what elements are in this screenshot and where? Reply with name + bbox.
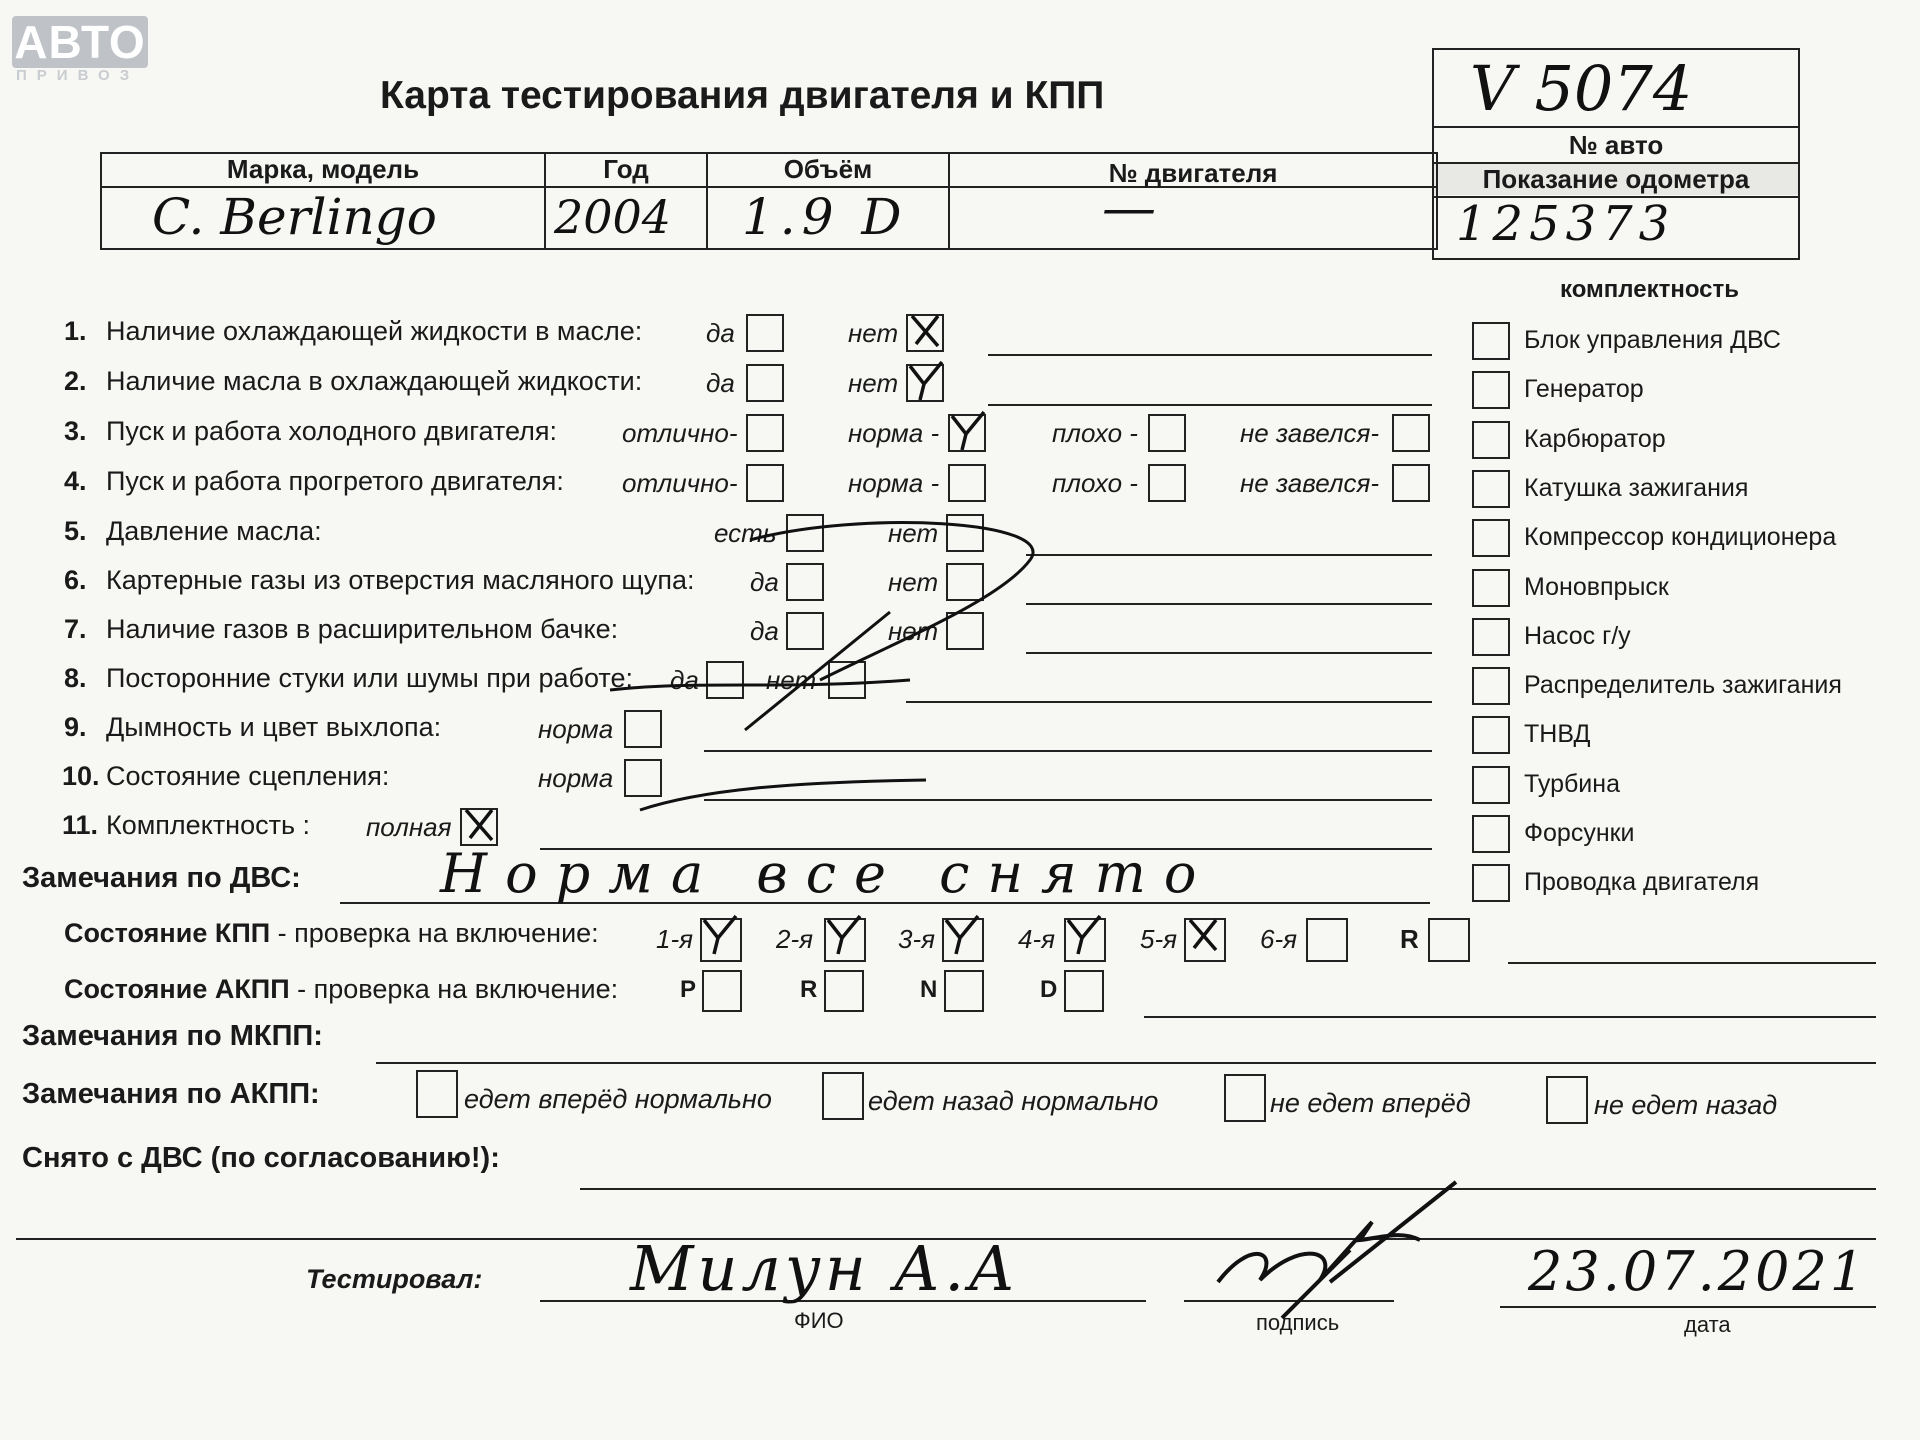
option-checkbox[interactable] — [746, 314, 784, 352]
gear-checkbox[interactable] — [824, 918, 866, 962]
gear-checkbox[interactable] — [1184, 918, 1226, 962]
akpp-position-checkbox[interactable] — [944, 970, 984, 1012]
akpp-remark-checkbox[interactable] — [1546, 1076, 1588, 1124]
completeness-checkbox[interactable] — [1472, 421, 1510, 459]
gear-label: 2-я — [776, 924, 814, 954]
question-text: Наличие газов в расширительном бачке: — [106, 614, 619, 644]
question-number: 11. — [62, 810, 99, 840]
option-label: норма — [538, 763, 614, 793]
akpp-label-rest: - проверка на включение: — [289, 974, 619, 1004]
check-mark-icon — [906, 310, 944, 348]
option-label: нет — [888, 567, 939, 597]
option-label: да — [750, 616, 779, 646]
completeness-title: комплектность — [1560, 276, 1740, 303]
akpp-remark-label: едет назад нормально — [868, 1086, 1159, 1116]
answer-line — [704, 750, 1432, 752]
akpp-remark-label: не едет вперёд — [1270, 1088, 1471, 1118]
gear-label: 4-я — [1018, 924, 1056, 954]
kpp-line — [1508, 962, 1876, 964]
tester-date-value[interactable]: 23.07.2021 — [1528, 1240, 1868, 1303]
option-checkbox[interactable] — [1392, 464, 1430, 502]
option-checkbox[interactable] — [746, 364, 784, 402]
completeness-checkbox[interactable] — [1472, 569, 1510, 607]
option-label: плохо - — [1052, 418, 1138, 448]
option-checkbox[interactable] — [948, 414, 986, 452]
akpp-position-checkbox[interactable] — [702, 970, 742, 1012]
car-number-label: № авто — [1568, 130, 1664, 160]
option-label: нет — [766, 665, 817, 695]
completeness-item-label: Карбюратор — [1524, 424, 1666, 453]
engine-remarks-label: Замечания по ДВС: — [22, 862, 301, 894]
completeness-item-label: Проводка двигателя — [1524, 868, 1760, 897]
question-text: Давление масла: — [106, 516, 322, 546]
car-number-value: V 5074 — [1470, 52, 1693, 125]
kpp-label — [64, 918, 599, 949]
gear-label: 1-я — [656, 924, 694, 954]
option-checkbox[interactable] — [706, 661, 744, 699]
check-mark-icon — [460, 804, 498, 842]
gear-label: 5-я — [1140, 924, 1178, 954]
question-number: 10. — [62, 761, 100, 791]
question-text: Картерные газы из отверстия масляного щупа: — [106, 565, 695, 595]
akpp-remark-checkbox[interactable] — [822, 1072, 864, 1120]
option-checkbox[interactable] — [946, 612, 984, 650]
akpp-label-bold: Состояние АКПП — [64, 974, 290, 1004]
option-checkbox[interactable] — [624, 759, 662, 797]
question-number: 3. — [64, 416, 87, 446]
answer-line — [988, 354, 1432, 356]
option-label: норма — [538, 714, 614, 744]
engine-number-value[interactable]: — — [1102, 176, 1156, 239]
option-checkbox[interactable] — [1392, 414, 1430, 452]
mkpp-remarks-label: Замечания по МКПП: — [22, 1020, 323, 1052]
option-label: не завелся- — [1240, 468, 1380, 498]
option-checkbox[interactable] — [746, 414, 784, 452]
akpp-remark-checkbox[interactable] — [416, 1070, 458, 1118]
vehicle-info-table — [100, 152, 1438, 250]
akpp-label — [64, 974, 618, 1005]
question-text: Комплектность : — [106, 810, 311, 840]
volume-header: Объём — [783, 154, 873, 184]
akpp-remark-checkbox[interactable] — [1224, 1074, 1266, 1122]
check-mark-icon — [906, 360, 944, 398]
year-header: Год — [603, 154, 649, 184]
completeness-item-label: Генератор — [1524, 375, 1644, 404]
option-checkbox[interactable] — [786, 612, 824, 650]
option-checkbox[interactable] — [786, 514, 824, 552]
answer-line — [1026, 652, 1432, 654]
check-mark-icon — [948, 410, 986, 448]
car-number-divider — [1434, 126, 1798, 128]
tester-date-caption: дата — [1684, 1312, 1731, 1337]
question-text: Пуск и работа холодного двигателя: — [106, 416, 557, 446]
question-number: 1. — [64, 316, 87, 346]
option-label: отлично- — [622, 418, 738, 448]
option-checkbox[interactable] — [1148, 414, 1186, 452]
tester-label: Тестировал: — [306, 1264, 483, 1294]
option-checkbox[interactable] — [946, 514, 984, 552]
option-label: норма - — [848, 418, 940, 448]
logo-subtitle: ПРИВОЗ — [16, 67, 140, 84]
completeness-checkbox[interactable] — [1472, 371, 1510, 409]
completeness-item-label: ТНВД — [1524, 720, 1591, 749]
answer-line — [906, 701, 1432, 703]
tester-name-caption: ФИО — [794, 1308, 844, 1333]
completeness-checkbox[interactable] — [1472, 815, 1510, 853]
completeness-item-label: Турбина — [1524, 769, 1620, 798]
option-checkbox[interactable] — [906, 364, 944, 402]
akpp-position-label: N — [920, 976, 938, 1003]
check-mark-icon — [824, 914, 862, 952]
engine-number-header: № двигателя — [1108, 158, 1278, 188]
completeness-checkbox[interactable] — [1472, 667, 1510, 705]
question-text: Пуск и работа прогретого двигателя: — [106, 466, 564, 496]
completeness-item-label: Моновпрыск — [1524, 572, 1669, 601]
completeness-item-label: Компрессор кондиционера — [1524, 523, 1837, 552]
option-label: да — [706, 318, 735, 348]
option-label: нет — [888, 518, 939, 548]
tester-sign-line — [1184, 1300, 1394, 1302]
question-number: 5. — [64, 516, 87, 546]
answer-line — [988, 404, 1432, 406]
option-label: отлично- — [622, 468, 738, 498]
option-label: нет — [848, 368, 899, 398]
check-mark-icon — [700, 914, 738, 952]
completeness-checkbox[interactable] — [1472, 618, 1510, 656]
option-label: есть — [714, 518, 777, 548]
option-checkbox[interactable] — [624, 710, 662, 748]
completeness-checkbox[interactable] — [1472, 766, 1510, 804]
answer-line — [1026, 603, 1432, 605]
odometer-label: Показание одометра — [1434, 164, 1798, 195]
completeness-item-label: Катушка зажигания — [1524, 473, 1749, 502]
volume-value[interactable]: 1.9 D — [742, 188, 908, 246]
completeness-item-label: Насос г/у — [1524, 621, 1631, 650]
option-checkbox[interactable] — [746, 464, 784, 502]
gear-label: R — [1400, 924, 1419, 954]
gear-label: 6-я — [1260, 924, 1298, 954]
akpp-remarks-label: Замечания по АКПП: — [22, 1078, 320, 1110]
completeness-checkbox[interactable] — [1472, 864, 1510, 902]
akpp-position-label: R — [800, 976, 818, 1003]
option-label: норма - — [848, 468, 940, 498]
question-text: Дымность и цвет выхлопа: — [106, 712, 442, 742]
car-number-box — [1432, 48, 1800, 260]
akpp-position-checkbox[interactable] — [1064, 970, 1104, 1012]
page-title: Карта тестирования двигателя и КПП — [380, 74, 1105, 117]
odometer-value[interactable]: 125373 — [1456, 196, 1676, 252]
option-label: полная — [366, 812, 452, 842]
question-number: 4. — [64, 466, 87, 496]
option-label: плохо - — [1052, 468, 1138, 498]
question-text: Наличие охлаждающей жидкости в масле: — [106, 316, 643, 346]
completeness-item-label: Блок управления ДВС — [1524, 326, 1781, 354]
option-checkbox[interactable] — [946, 563, 984, 601]
gear-checkbox[interactable] — [942, 918, 984, 962]
akpp-position-checkbox[interactable] — [824, 970, 864, 1012]
tester-name-value[interactable]: Милун А.А — [630, 1232, 1020, 1305]
option-label: да — [670, 665, 699, 695]
kpp-label-rest: - проверка на включение: — [270, 918, 599, 948]
akpp-position-label: D — [1040, 976, 1058, 1003]
question-number: 8. — [64, 663, 87, 693]
option-checkbox[interactable] — [828, 661, 866, 699]
option-checkbox[interactable] — [948, 464, 986, 502]
check-mark-icon — [1064, 914, 1102, 952]
removed-label: Снято с ДВС (по согласованию!): — [22, 1142, 500, 1174]
question-number: 2. — [64, 366, 87, 396]
question-number: 7. — [64, 614, 87, 644]
akpp-position-label: P — [680, 976, 697, 1003]
tester-date-line — [1500, 1306, 1876, 1308]
question-text: Посторонние стуки или шумы при работе: — [106, 663, 633, 693]
completeness-checkbox[interactable] — [1472, 470, 1510, 508]
engine-remarks-value[interactable]: Норма все снято — [440, 842, 1215, 905]
model-header: Марка, модель — [226, 154, 420, 184]
question-text: Наличие масла в охлаждающей жидкости: — [106, 366, 643, 396]
completeness-checkbox[interactable] — [1472, 519, 1510, 557]
option-checkbox[interactable] — [1148, 464, 1186, 502]
completeness-item-label: Распределитель зажигания — [1524, 671, 1842, 700]
mkpp-remarks-line — [376, 1062, 1876, 1064]
akpp-line — [1144, 1016, 1876, 1018]
akpp-remark-label: едет вперёд нормально — [464, 1084, 772, 1114]
question-number: 6. — [64, 565, 87, 595]
logo: АВТО — [12, 16, 148, 68]
gear-checkbox[interactable] — [1428, 918, 1470, 962]
check-mark-icon — [942, 914, 980, 952]
option-label: да — [750, 567, 779, 597]
year-value[interactable]: 2004 — [554, 190, 672, 244]
akpp-remark-label: не едет назад — [1594, 1090, 1778, 1120]
option-checkbox[interactable] — [906, 314, 944, 352]
option-label: да — [706, 368, 735, 398]
signature-scribble — [1218, 1182, 1456, 1318]
option-checkbox[interactable] — [786, 563, 824, 601]
option-label: нет — [848, 318, 899, 348]
completeness-checkbox[interactable] — [1472, 716, 1510, 754]
gear-checkbox[interactable] — [1064, 918, 1106, 962]
gear-checkbox[interactable] — [1306, 918, 1348, 962]
tester-sign-caption: подпись — [1256, 1310, 1340, 1335]
kpp-label-bold: Состояние КПП — [64, 918, 271, 948]
question-number: 9. — [64, 712, 87, 742]
removed-line — [580, 1188, 1876, 1190]
answer-line — [1026, 554, 1432, 556]
completeness-item-label: Форсунки — [1524, 819, 1635, 847]
model-value[interactable]: C. Berlingo — [152, 188, 437, 246]
option-checkbox[interactable] — [460, 808, 498, 846]
question-text: Состояние сцепления: — [106, 761, 390, 791]
option-label: не завелся- — [1240, 418, 1380, 448]
option-label: нет — [888, 616, 939, 646]
check-mark-icon — [1184, 914, 1222, 952]
completeness-checkbox[interactable] — [1472, 322, 1510, 360]
gear-label: 3-я — [898, 924, 936, 954]
gear-checkbox[interactable] — [700, 918, 742, 962]
answer-line — [704, 799, 1432, 801]
